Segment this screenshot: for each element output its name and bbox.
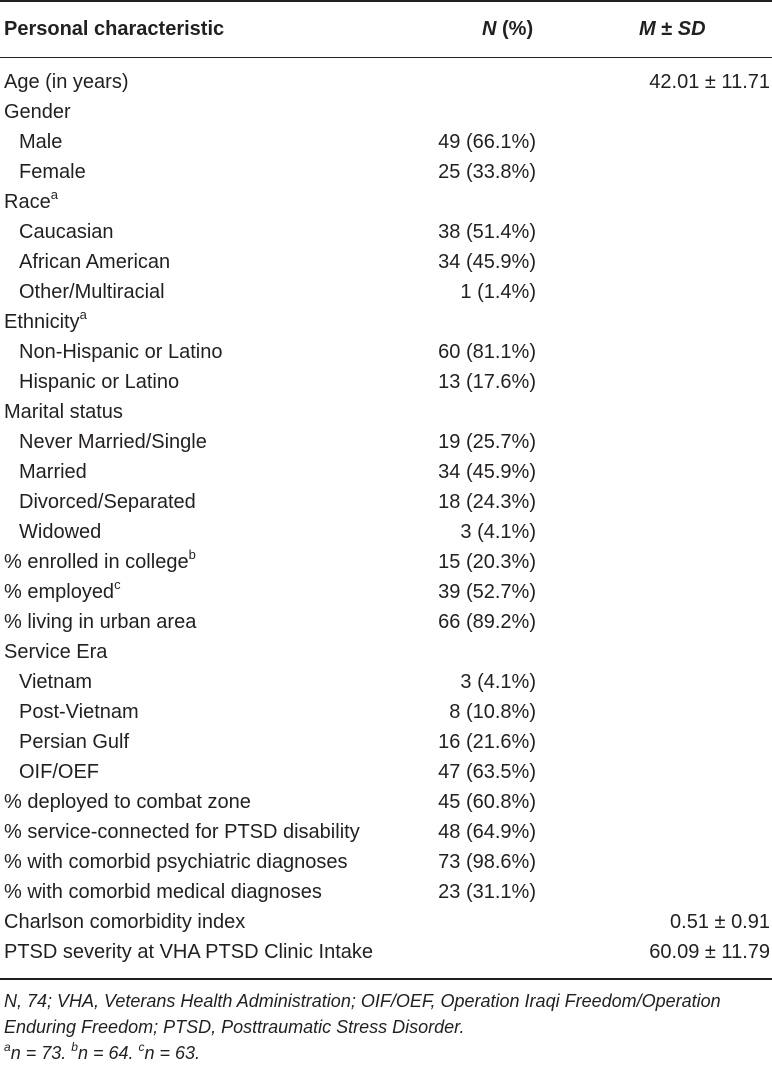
row-n-percent: 45 (60.8%) [438,791,536,813]
table-row [0,727,772,757]
header-personal-characteristic: Personal characteristic [4,18,225,40]
row-n-percent: 66 (89.2%) [438,611,536,633]
table-row [0,607,772,637]
row-label [19,727,129,757]
row-label [4,547,196,577]
table-footnote [4,988,770,1066]
row-label-text: Married [19,461,87,483]
table-row [0,277,772,307]
row-label-text: Divorced/Separated [19,491,196,513]
row-label [19,487,196,517]
table-row [0,127,772,157]
row-label-text: Never Married/Single [19,431,207,453]
row-n-percent: 34 (45.9%) [438,461,536,483]
row-mean-sd: 60.09 ± 11.79 [649,941,770,963]
row-label [19,697,139,727]
table-row [0,487,772,517]
row-n-percent: 8 (10.8%) [449,701,536,723]
row-label-text: % with comorbid psychiatric diagnoses [4,851,348,873]
table-row [0,577,772,607]
row-label-text: Marital status [4,401,123,423]
row-label [4,847,348,877]
table-row [0,667,772,697]
row-n-percent: 3 (4.1%) [460,521,536,543]
table-row [0,307,772,337]
row-label [4,817,360,847]
row-n-percent: 73 (98.6%) [438,851,536,873]
row-label-text: Hispanic or Latino [19,371,180,393]
table-row [0,877,772,907]
row-label-footnote-marker: a [50,187,58,203]
header-n-rest: (%) [496,18,534,40]
row-label [19,247,170,277]
row-n-percent: 16 (21.6%) [438,731,536,753]
table-top-rule [0,0,772,2]
footnote-a-marker: a [4,1040,11,1054]
table-row [0,67,772,97]
table-row [0,427,772,457]
row-label-text: Male [19,131,63,153]
row-label [4,67,129,97]
table-row [0,97,772,127]
row-n-percent: 49 (66.1%) [438,131,536,153]
row-label-text: Charlson comorbidity index [4,911,246,933]
row-n-percent: 34 (45.9%) [438,251,536,273]
footnote-line-2: Enduring Freedom; PTSD, Posttraumatic Stress Disorder. [4,1017,465,1037]
row-n-percent: 39 (52.7%) [438,581,536,603]
table-row [0,247,772,277]
table-row [0,847,772,877]
row-label [19,157,86,187]
row-label-text: Widowed [19,521,102,543]
footnote-b-text: n = 64. [77,1043,139,1063]
row-label-footnote-marker: c [114,577,121,593]
row-label [4,607,196,637]
row-n-percent: 1 (1.4%) [460,281,536,303]
table-row [0,637,772,667]
row-mean-sd: 42.01 ± 11.71 [649,71,770,93]
header-n-percent [482,16,533,42]
row-label-text: Other/Multiracial [19,281,165,303]
row-label-text: % employed [4,581,115,603]
footnote-c-text: n = 63. [144,1043,201,1063]
table-row [0,367,772,397]
row-label [19,217,114,247]
row-n-percent: 19 (25.7%) [438,431,536,453]
table-bottom-rule [0,978,772,980]
row-n-percent: 48 (64.9%) [438,821,536,843]
row-label [4,787,251,817]
table-header-rule [0,57,772,58]
row-label [19,517,101,547]
header-n-var: N [482,18,497,40]
footnote-c-marker: c [138,1040,145,1054]
row-label [4,577,121,607]
table-row [0,457,772,487]
row-label-text: Age (in years) [4,71,129,93]
table-row [0,337,772,367]
table-row [0,217,772,247]
row-label [4,637,107,667]
row-n-percent: 38 (51.4%) [438,221,536,243]
row-label [19,667,92,697]
row-label-text: OIF/OEF [19,761,99,783]
table-row [0,187,772,217]
table-row [0,907,772,937]
row-label-text: Caucasian [19,221,114,243]
row-label [4,307,87,337]
row-label [19,757,99,787]
row-mean-sd: 0.51 ± 0.91 [670,911,770,933]
table-row [0,787,772,817]
row-label [19,277,165,307]
table-row [0,817,772,847]
table-row [0,517,772,547]
table-row [0,937,772,967]
table-row [0,397,772,427]
row-label [19,127,62,157]
row-label [4,187,58,217]
table-row [0,757,772,787]
footnote-b-marker: b [71,1040,78,1054]
row-label-text: Non-Hispanic or Latino [19,341,223,363]
row-label [19,457,87,487]
row-label-text: PTSD severity at VHA PTSD Clinic Intake [4,941,374,963]
row-label-text: Post-Vietnam [19,701,139,723]
row-label-text: Service Era [4,641,108,663]
row-label [4,397,123,427]
row-n-percent: 47 (63.5%) [438,761,536,783]
row-n-percent: 60 (81.1%) [438,341,536,363]
row-label-text: % with comorbid medical diagnoses [4,881,322,903]
row-label-text: % service-connected for PTSD disability [4,821,360,843]
row-label-footnote-marker: a [79,307,87,323]
row-n-percent: 3 (4.1%) [460,671,536,693]
row-label-footnote-marker: b [188,547,196,563]
header-sd-var: SD [677,18,706,40]
footnote-line-3 [4,1040,770,1066]
row-label-text: % enrolled in college [4,551,189,573]
row-n-percent: 25 (33.8%) [438,161,536,183]
table-row [0,697,772,727]
table-row [0,547,772,577]
footnote-line-1: N, 74; VHA, Veterans Health Administration; OIF/OEF, Operation Iraqi Freedom/Operation [4,991,721,1011]
row-label-text: Race [4,191,51,213]
header-pm: ± [655,18,678,40]
row-label-text: Ethnicity [4,311,80,333]
row-n-percent: 15 (20.3%) [438,551,536,573]
row-label [4,937,373,967]
table-row [0,157,772,187]
row-label-text: Female [19,161,86,183]
row-label-text: Vietnam [19,671,93,693]
row-label-text: African American [19,251,171,273]
row-label-text: % deployed to combat zone [4,791,251,813]
header-mean-sd [639,16,706,42]
row-label [19,367,179,397]
row-label-text: Gender [4,101,71,123]
row-label-text: Persian Gulf [19,731,130,753]
row-label [4,877,322,907]
row-label-text: % living in urban area [4,611,197,633]
row-n-percent: 18 (24.3%) [438,491,536,513]
row-n-percent: 13 (17.6%) [438,371,536,393]
footnote-a-text: n = 73. [10,1043,72,1063]
row-label [19,337,222,367]
row-n-percent: 23 (31.1%) [438,881,536,903]
row-label [19,427,207,457]
row-label [4,97,71,127]
header-m-var: M [639,18,656,40]
row-label [4,907,245,937]
table-body [0,67,772,967]
